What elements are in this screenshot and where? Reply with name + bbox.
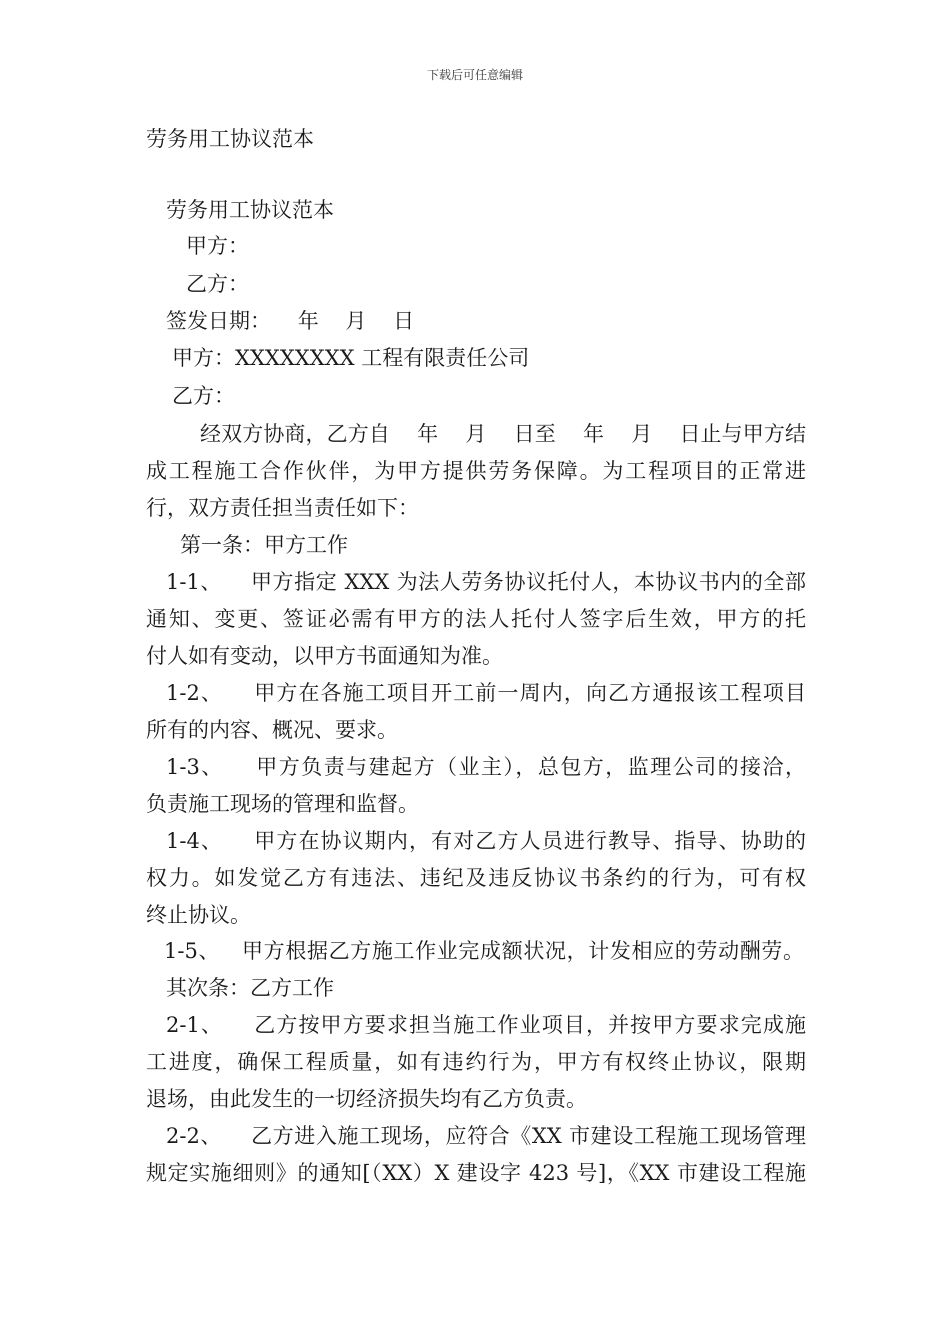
intro-line: 成工程施工合作伙伴，为甲方提供劳务保障。为工程项目的正常进: [146, 459, 806, 483]
clause-line: 负责施工现场的管理和监督。: [146, 792, 419, 816]
clause-line: 2-2、 乙方进入施工现场，应符合《XX 市建设工程施工现场管理: [166, 1124, 806, 1148]
document-title: 劳务用工协议范本: [146, 127, 314, 151]
clause-line: 通知、变更、签证必需有甲方的法人托付人签字后生效，甲方的托: [146, 607, 806, 631]
intro-line: 经双方协商，乙方自 年 月 日至 年 月 日止与甲方结: [200, 422, 806, 446]
intro-line: 行，双方责任担当责任如下：: [146, 496, 419, 520]
section1-heading: 第一条：甲方工作: [180, 533, 348, 557]
clause-line: 1-5、 甲方根据乙方施工作业完成额状况，计发相应的劳动酬劳。: [164, 939, 804, 963]
clause-line: 所有的内容、概况、要求。: [146, 718, 398, 742]
cover-title: 劳务用工协议范本: [166, 198, 334, 222]
cover-party-a-full: 甲方：XXXXXXXX 工程有限责任公司: [172, 346, 530, 370]
clause-line: 1-3、 甲方负责与建起方（业主），总包方，监理公司的接洽，: [166, 755, 806, 779]
clause-line: 退场，由此发生的一切经济损失均有乙方负责。: [146, 1087, 587, 1111]
clause-line: 1-1、 甲方指定 XXX 为法人劳务协议托付人，本协议书内的全部: [166, 570, 806, 594]
clause-line: 工进度，确保工程质量，如有违约行为，甲方有权终止协议，限期: [146, 1050, 806, 1074]
clause-line: 1-2、 甲方在各施工项目开工前一周内，向乙方通报该工程项目: [166, 681, 806, 705]
cover-sign-date: 签发日期： 年 月 日: [166, 309, 415, 333]
clause-line: 2-1、 乙方按甲方要求担当施工作业项目，并按甲方要求完成施: [166, 1013, 806, 1037]
clause-line: 规定实施细则》的通知[（XX）X 建设字 423 号]，《XX 市建设工程施: [146, 1161, 806, 1185]
clause-line: 付人如有变动，以甲方书面通知为准。: [146, 644, 503, 668]
page-header-note: 下载后可任意编辑: [426, 68, 523, 82]
cover-party-a: 甲方：: [186, 234, 249, 258]
cover-party-b-full: 乙方：: [172, 384, 235, 408]
clause-line: 权力。如发觉乙方有违法、违纪及违反协议书条约的行为，可有权: [146, 866, 806, 890]
clause-line: 终止协议。: [146, 903, 251, 927]
cover-party-b: 乙方：: [186, 272, 249, 296]
section2-heading: 其次条：乙方工作: [166, 976, 334, 1000]
clause-line: 1-4、 甲方在协议期内，有对乙方人员进行教导、指导、协助的: [166, 829, 806, 853]
